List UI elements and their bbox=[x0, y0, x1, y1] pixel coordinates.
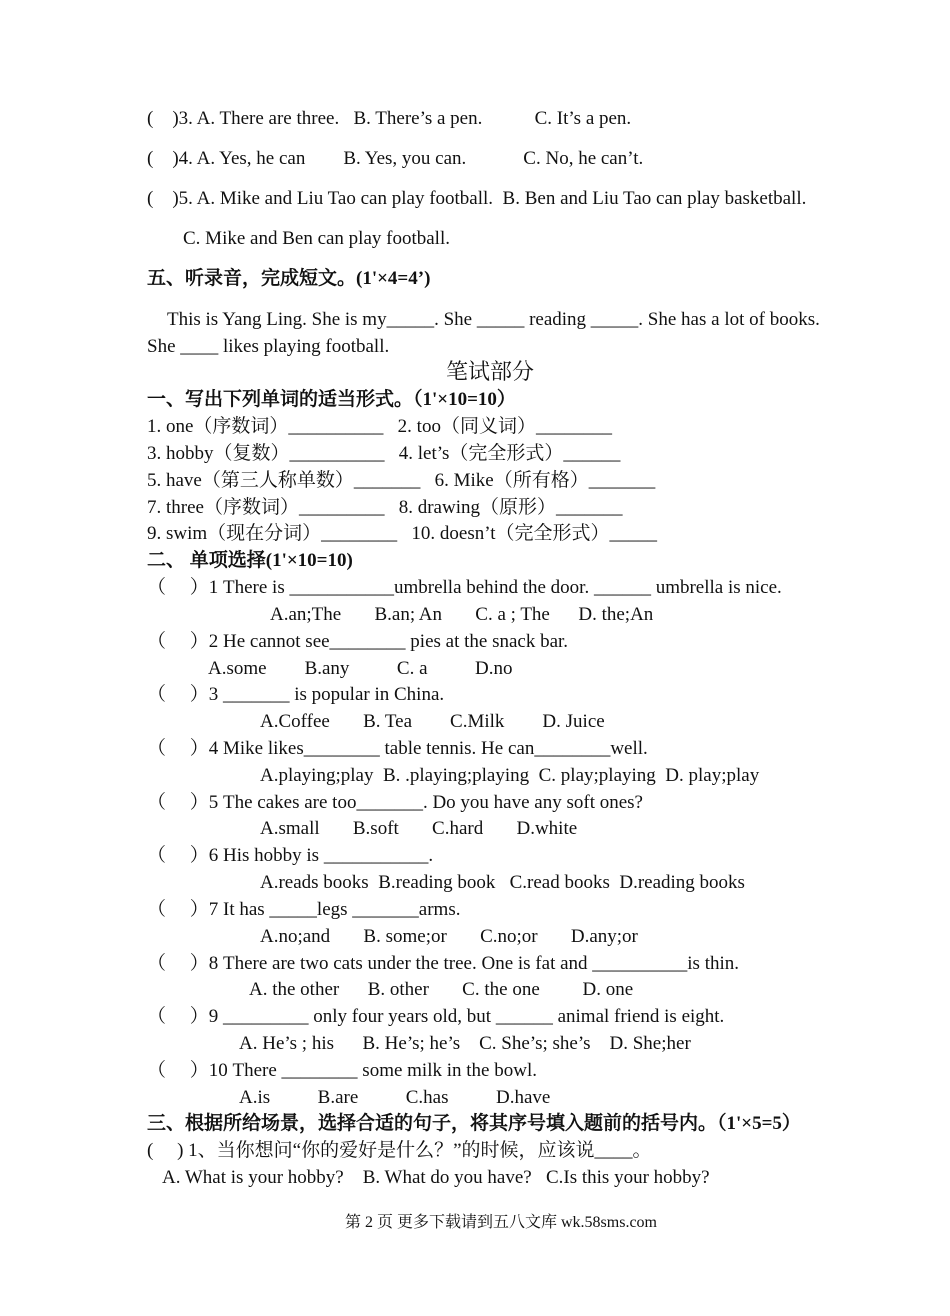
listening-item-3: ( )3. A. There are three. B. There’s a pen. C. It’s a pen. bbox=[147, 108, 632, 129]
passage-line-2: She ____ likes playing football. bbox=[147, 336, 390, 357]
word-form-row-2: 3. hobby（复数）__________ 4. let’s（完全形式）______ bbox=[147, 443, 621, 464]
mc-options-4: A.playing;play B. .playing;playing C. play;playing D. play;play bbox=[260, 765, 760, 786]
mc-question-3: （ ）3 _______ is popular in China. bbox=[147, 684, 445, 705]
mc-options-2: A.some B.any C. a D.no bbox=[208, 658, 513, 679]
mc-options-6: A.reads books B.reading book C.read books D.reading books bbox=[260, 872, 745, 893]
section3-heading: 三、根据所给场景，选择合适的句子，将其序号填入题前的括号内。（1'×5=5） bbox=[147, 1113, 801, 1134]
written-part-title: 笔试部分 bbox=[446, 359, 535, 384]
mc-options-8: A. the other B. other C. the one D. one bbox=[249, 979, 634, 1000]
passage-line-1: This is Yang Ling. She is my_____. She _____ reading _____. She has a lot of books. bbox=[167, 309, 820, 330]
mc-question-6: （ ）6 His hobby is ___________. bbox=[147, 845, 434, 866]
mc-question-8: （ ）8 There are two cats under the tree. One is fat and __________is thin. bbox=[147, 953, 740, 974]
word-form-row-1: 1. one（序数词）__________ 2. too（同义词）________ bbox=[147, 416, 612, 437]
mc-question-9: （ ）9 _________ only four years old, but ______ animal friend is eight. bbox=[147, 1006, 725, 1027]
listening-item-5: ( )5. A. Mike and Liu Tao can play football. B. Ben and Liu Tao can play basketball. bbox=[147, 188, 807, 209]
word-form-row-3: 5. have（第三人称单数）_______ 6. Mike（所有格）_______ bbox=[147, 470, 656, 491]
mc-options-10: A.is B.are C.has D.have bbox=[239, 1087, 551, 1108]
mc-options-5: A.small B.soft C.hard D.white bbox=[260, 818, 578, 839]
listening-item-5-option-c: C. Mike and Ben can play football. bbox=[183, 228, 450, 249]
section1-heading: 一、写出下列单词的适当形式。（1'×10=10） bbox=[147, 389, 516, 410]
page-footer: 第 2 页 更多下载请到五八文库 wk.58sms.com bbox=[345, 1214, 658, 1231]
section2-heading: 二、 单项选择(1'×10=10) bbox=[147, 550, 353, 571]
listening-item-4: ( )4. A. Yes, he can B. Yes, you can. C. No, he can’t. bbox=[147, 148, 644, 169]
mc-options-9: A. He’s ; his B. He’s; he’s C. She’s; she’s D. She;her bbox=[239, 1033, 691, 1054]
word-form-row-5: 9. swim（现在分词）________ 10. doesn’t（完全形式）_____ bbox=[147, 523, 658, 544]
mc-question-2: （ ）2 He cannot see________ pies at the snack bar. bbox=[147, 631, 569, 652]
mc-options-1: A.an;The B.an; An C. a ; The D. the;An bbox=[270, 604, 654, 625]
mc-question-1: （ ）1 There is ___________umbrella behind the door. ______ umbrella is nice. bbox=[147, 577, 782, 598]
mc-question-10: （ ）10 There ________ some milk in the bowl. bbox=[147, 1060, 537, 1081]
scenario-options-1: A. What is your hobby? B. What do you have? C.Is this your hobby? bbox=[162, 1167, 710, 1188]
mc-question-5: （ ）5 The cakes are too_______. Do you have any soft ones? bbox=[147, 792, 643, 813]
word-form-row-4: 7. three（序数词）_________ 8. drawing（原形）_______ bbox=[147, 497, 623, 518]
mc-options-3: A.Coffee B. Tea C.Milk D. Juice bbox=[260, 711, 605, 732]
scenario-question-1: ( ) 1、当你想问“你的爱好是什么？”的时候，应该说____。 bbox=[147, 1140, 652, 1161]
mc-options-7: A.no;and B. some;or C.no;or D.any;or bbox=[260, 926, 638, 947]
section5-heading: 五、听录音，完成短文。(1'×4=4’) bbox=[147, 268, 431, 289]
mc-question-4: （ ）4 Mike likes________ table tennis. He can________well. bbox=[147, 738, 648, 759]
mc-question-7: （ ）7 It has _____legs _______arms. bbox=[147, 899, 461, 920]
